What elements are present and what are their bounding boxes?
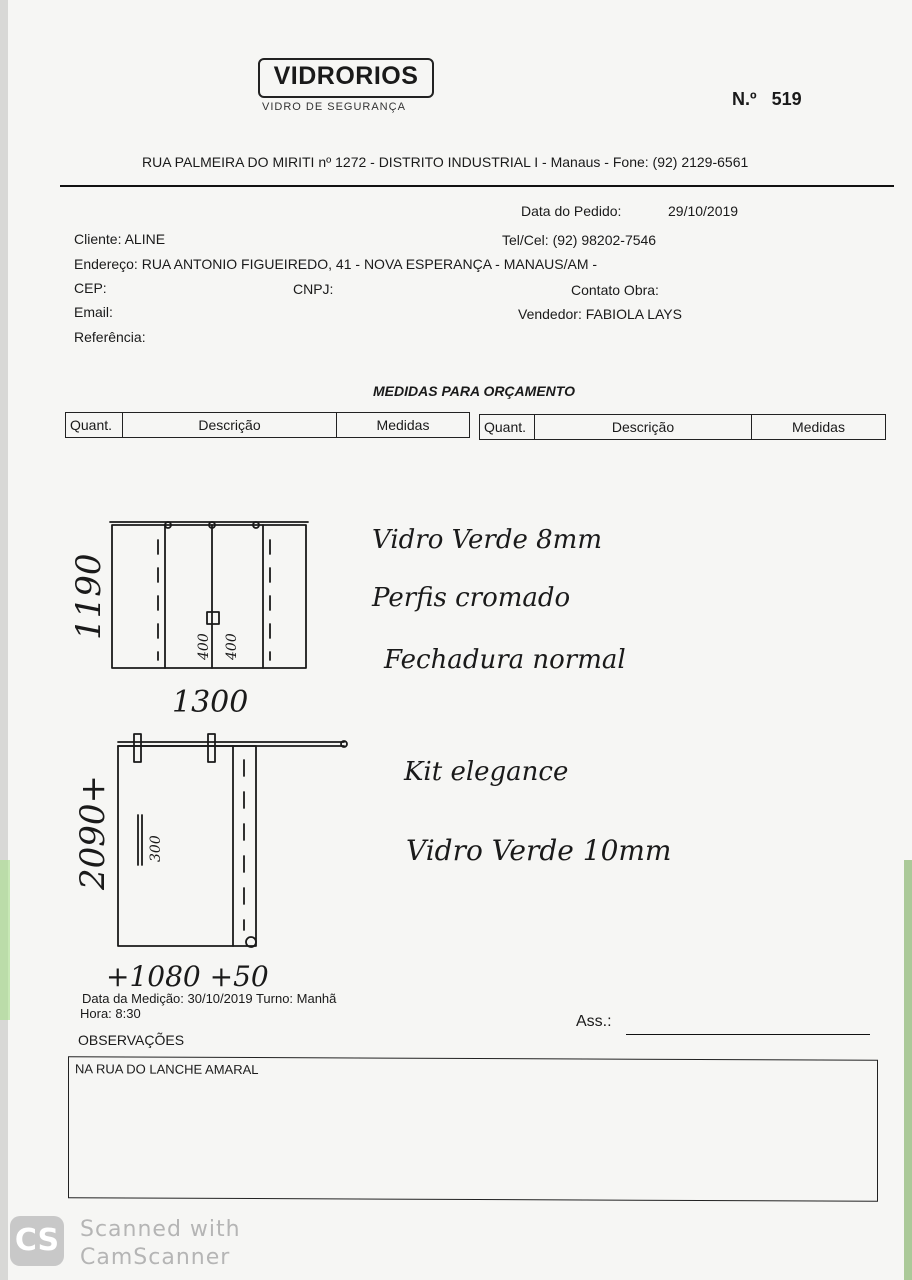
order-number-value: 519 xyxy=(771,89,802,109)
order-date: 29/10/2019 xyxy=(668,203,739,219)
dim-width-1: 1300 xyxy=(172,685,249,720)
order-number-label: N.º xyxy=(732,89,757,109)
dim-width-2: +1080 +50 xyxy=(106,960,269,993)
col-descricao: Descrição xyxy=(535,415,752,440)
section-title: MEDIDAS PARA ORÇAMENTO xyxy=(373,383,575,399)
dim-400-a: 400 xyxy=(196,633,212,660)
signature-line xyxy=(626,1034,870,1035)
observations-label: OBSERVAÇÕES xyxy=(78,1032,185,1048)
dim-300: 300 xyxy=(148,835,164,862)
cnpj-field: CNPJ: xyxy=(293,281,334,297)
measure-hour: Hora: 8:30 xyxy=(80,1006,141,1021)
measure-date-line: Data da Medição: 30/10/2019 Turno: Manhã xyxy=(82,991,337,1006)
dim-height-1: 1190 xyxy=(69,553,109,640)
order-date-label: Data do Pedido: xyxy=(521,203,622,219)
signature-label: Ass.: xyxy=(576,1013,612,1030)
col-descricao: Descrição xyxy=(123,413,337,438)
col-medidas: Medidas xyxy=(752,415,886,440)
client-field: Cliente: ALINE xyxy=(74,231,166,247)
note-fechadura: Fechadura normal xyxy=(384,645,626,675)
cep-field: CEP: xyxy=(74,280,107,296)
logo-text: VIDRORIOS xyxy=(273,62,419,90)
watermark-line-1: Scanned with xyxy=(80,1217,241,1242)
logo-subtitle: VIDRO DE SEGURANÇA xyxy=(262,101,406,113)
col-medidas: Medidas xyxy=(337,413,470,438)
phone-field: Tel/Cel: (92) 98202-7546 xyxy=(502,232,657,248)
note-perfis: Perfis cromado xyxy=(372,583,571,613)
observations-text: NA RUA DO LANCHE AMARAL xyxy=(75,1061,259,1078)
camscanner-watermark xyxy=(80,1216,241,1272)
camscanner-logo: CS xyxy=(10,1216,64,1266)
note-vidro-10mm: Vidro Verde 10mm xyxy=(406,834,672,867)
dim-height-2: 2090+ xyxy=(73,774,113,890)
dim-400-b: 400 xyxy=(224,633,240,660)
address-field: Endereço: RUA ANTONIO FIGUEIREDO, 41 - NOVA ESPERANÇA - MANAUS/AM - xyxy=(74,256,598,272)
email-field: Email: xyxy=(74,304,113,320)
vendedor-field: Vendedor: FABIOLA LAYS xyxy=(518,306,682,322)
col-quant: Quant. xyxy=(480,415,535,440)
col-quant: Quant. xyxy=(66,413,123,438)
watermark-line-2: CamScanner xyxy=(80,1245,231,1270)
observations-box xyxy=(68,1056,878,1202)
company-address: RUA PALMEIRA DO MIRITI nº 1272 - DISTRITO INDUSTRIAL I - Manaus - Fone: (92) 2129-6561 xyxy=(142,154,749,170)
contato-field: Contato Obra: xyxy=(571,282,659,298)
note-kit: Kit elegance xyxy=(404,757,569,787)
note-vidro-8mm: Vidro Verde 8mm xyxy=(372,525,602,555)
referencia-field: Referência: xyxy=(74,329,146,345)
